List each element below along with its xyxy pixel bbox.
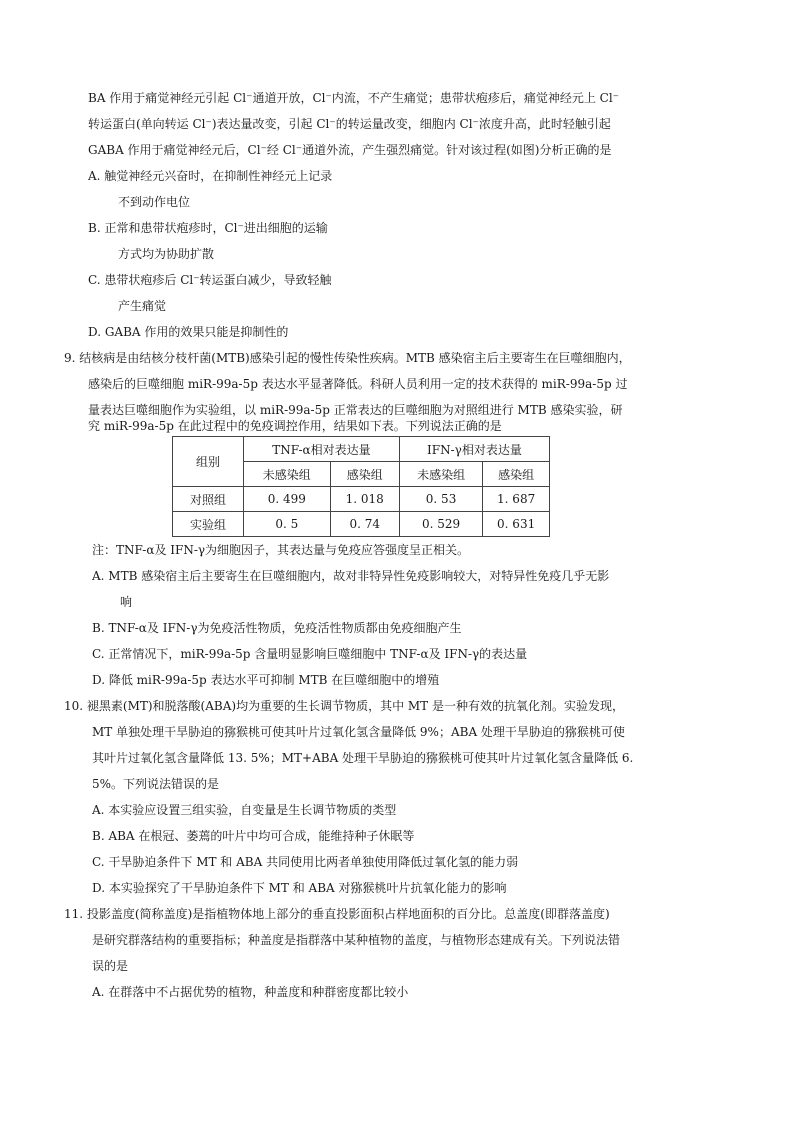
subheader-uninfected: 未感染组 <box>399 462 482 487</box>
q9-stem-line-1: 9. 结核病是由结核分枝杆菌(MTB)感染引起的慢性传染性疾病。MTB 感染宿主后主要寄生在巨噬细胞内， <box>64 351 631 365</box>
q10-option-d: D. 本实验探究了干旱胁迫条件下 MT 和 ABA 对猕猴桃叶片抗氧化能力的影响 <box>92 881 507 895</box>
q10-stem-line-2: MT 单独处理干旱胁迫的猕猴桃可使其叶片过氧化氢含量降低 9%；ABA 处理干旱胁迫的猕猴桃可使 <box>92 725 625 739</box>
q10-stem-line-1: 10. 褪黑素(MT)和脱落酸(ABA)均为重要的生长调节物质，其中 MT 是一种有效的抗氧化剂。实验发现， <box>64 699 624 713</box>
q8-option-b-cont: 方式均为协助扩散 <box>118 247 215 261</box>
table-row <box>173 487 550 512</box>
q10-stem-line-3: 其叶片过氧化氢含量降低 13. 5%；MT+ABA 处理干旱胁迫的猕猴桃可使其叶片过氧化氢含量降低 6. <box>92 751 634 765</box>
q9-option-b: B. TNF-α及 IFN-γ为免疫活性物质，免疫活性物质都由免疫细胞产生 <box>92 621 462 635</box>
q8-option-a: A. 触觉神经元兴奋时，在抑制性神经元上记录 <box>88 169 333 183</box>
q11-stem-line-2: 是研究群落结构的重要指标；种盖度是指群落中某种植物的盖度，与植物形态建成有关。下列说法错 <box>92 933 621 947</box>
results-table <box>172 436 550 537</box>
q10-option-c: C. 干旱胁迫条件下 MT 和 ABA 共同使用比两者单独使用降低过氧化氢的能力弱 <box>92 855 519 869</box>
intro-line-2: 转运蛋白(单向转运 Cl⁻)表达量改变，引起 Cl⁻的转运量改变，细胞内 Cl⁻浓度升高，此时轻触引起 <box>88 117 611 131</box>
q9-stem-line-4: 究 miR-99a-5p 在此过程中的免疫调控作用，结果如下表。下列说法正确的是 <box>88 419 502 433</box>
q10-option-b: B. ABA 在根冠、萎蔫的叶片中均可合成，能维持种子休眠等 <box>92 829 415 843</box>
table-header-row <box>173 437 550 462</box>
row-label: 实验组 <box>173 512 244 537</box>
table-cell: 0. 5 <box>244 512 331 537</box>
q10-stem-line-4: 5%。下列说法错误的是 <box>92 777 220 791</box>
q11-option-a: A. 在群落中不占据优势的植物，种盖度和种群密度都比较小 <box>92 985 409 999</box>
table-cell: 1. 687 <box>483 487 550 512</box>
table-cell: 1. 018 <box>330 487 399 512</box>
q9-option-a-cont: 响 <box>120 595 133 609</box>
q8-option-d: D. GABA 作用的效果只能是抑制性的 <box>88 325 289 339</box>
header-ifn: IFN-γ相对表达量 <box>399 437 549 462</box>
q8-option-b: B. 正常和患带状疱疹时，Cl⁻进出细胞的运输 <box>88 221 328 235</box>
intro-line-1: BA 作用于痛觉神经元引起 Cl⁻通道开放，Cl⁻内流，不产生痛觉；患带状疱疹后，痛觉神经元上 Cl⁻ <box>88 91 619 105</box>
subheader-infected: 感染组 <box>483 462 550 487</box>
q11-stem-line-3: 误的是 <box>92 959 129 973</box>
q9-option-d: D. 降低 miR-99a-5p 表达水平可抑制 MTB 在巨噬细胞中的增殖 <box>92 673 440 687</box>
table-cell: 0. 499 <box>244 487 331 512</box>
q9-stem-line-2: 感染后的巨噬细胞 miR-99a-5p 表达水平显著降低。科研人员利用一定的技术获得的 miR-99a-5p 过 <box>88 377 628 391</box>
table-cell: 0. 53 <box>399 487 482 512</box>
q9-table-note: 注：TNF-α及 IFN-γ为细胞因子，其表达量与免疫应答强度呈正相关。 <box>92 543 470 557</box>
q9-option-a: A. MTB 感染宿主后主要寄生在巨噬细胞内，故对非特异性免疫影响较大，对特异性免疫几乎无影 <box>92 569 610 583</box>
q9-stem-line-3: 量表达巨噬细胞作为实验组，以 miR-99a-5p 正常表达的巨噬细胞为对照组进行 MTB 感染实验，研 <box>88 403 623 417</box>
table-cell: 0. 74 <box>330 512 399 537</box>
subheader-uninfected: 未感染组 <box>244 462 331 487</box>
q8-option-a-cont: 不到动作电位 <box>118 195 191 209</box>
q10-option-a: A. 本实验应设置三组实验，自变量是生长调节物质的类型 <box>92 803 397 817</box>
q9-option-c: C. 正常情况下，miR-99a-5p 含量明显影响巨噬细胞中 TNF-α及 IFN-γ的表达量 <box>92 647 528 661</box>
q8-option-c-cont: 产生痛觉 <box>118 299 167 313</box>
table-cell: 0. 529 <box>399 512 482 537</box>
table-row <box>173 512 550 537</box>
intro-line-3: GABA 作用于痛觉神经元后，Cl⁻经 Cl⁻通道外流，产生强烈痛觉。针对该过程(如图)分析正确的是 <box>88 143 612 157</box>
row-label: 对照组 <box>173 487 244 512</box>
header-group: 组别 <box>173 437 244 487</box>
header-tnf: TNF-α相对表达量 <box>244 437 400 462</box>
q11-stem-line-1: 11. 投影盖度(简称盖度)是指植物体地上部分的垂直投影面积占样地面积的百分比。总盖度(即群落盖度) <box>64 907 610 921</box>
subheader-infected: 感染组 <box>330 462 399 487</box>
q8-option-c: C. 患带状疱疹后 Cl⁻转运蛋白减少，导致轻触 <box>88 273 332 287</box>
table-cell: 0. 631 <box>483 512 550 537</box>
